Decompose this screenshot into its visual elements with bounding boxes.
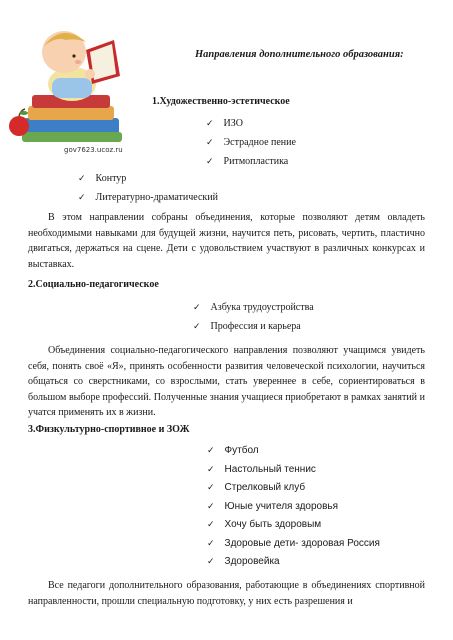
list-item: ✓ ИЗО	[206, 114, 296, 133]
list-item: ✓ Литературно-драматический	[78, 188, 218, 207]
book-icon	[85, 40, 120, 84]
child-reading-illustration	[4, 18, 154, 158]
section-heading-social: 2.Социально-педагогическое	[28, 279, 159, 290]
social-activity-list	[193, 298, 314, 336]
art-paragraph: В этом направлении собраны объединения, которые позволяют детям овладеть необходимыми навыками для будущей жизни, научится петь, рисовать, чертить, пластично двигаться, держаться на сцене. Дети с удовольствием участвуют в различных конкурсах и выставках.	[28, 212, 425, 270]
art-activity-list	[206, 114, 296, 171]
book-stack	[22, 95, 122, 142]
child-figure	[42, 31, 96, 101]
section-heading-sport: 3.Физкультурно-спортивное и ЗОЖ	[28, 424, 190, 435]
list-item: ✓ Футбол	[207, 442, 380, 461]
apple-icon	[9, 109, 29, 136]
list-item: ✓ Ритмопластика	[206, 152, 296, 171]
list-item: ✓ Настольный теннис	[207, 461, 380, 480]
section-heading-art: 1.Художественно-эстетическое	[152, 96, 290, 107]
list-item: ✓ Эстрадное пение	[206, 133, 296, 152]
art-activity-list-extra	[78, 169, 218, 207]
sport-paragraph: Все педагоги дополнительного образования, работающие в объединениях спортивной направленности, прошли специальную подготовку, у них есть разрешения и	[28, 580, 425, 607]
watermark-text: gov7623.ucoz.ru	[64, 146, 123, 154]
list-item: ✓ Хочу быть здоровым	[207, 516, 380, 535]
list-item: ✓ Профессия и карьера	[193, 317, 314, 336]
list-item: ✓ Юные учителя здоровья	[207, 498, 380, 517]
list-item: ✓ Здоровые дети- здоровая Россия	[207, 535, 380, 554]
list-item: ✓ Контур	[78, 169, 218, 188]
sport-activity-list	[207, 442, 380, 572]
list-item: ✓ Азбука трудоустройства	[193, 298, 314, 317]
document-title: Направления дополнительного образования:	[195, 49, 404, 60]
list-item: ✓ Здоровейка	[207, 553, 380, 572]
list-item: ✓ Стрелковый клуб	[207, 479, 380, 498]
social-paragraph: Объединения социально-педагогического направления позволяют учащимся увидеть себя, понять своё «Я», принять особенности развития человеческой психологии, научиться общаться со сверстниками, со взрослыми, стать увереннее в себе, сориентироваться в большом выборе профессий. Полученные знания учащиеся приобретают в рамках занятий и учатся применять их в жизни.	[28, 345, 425, 419]
